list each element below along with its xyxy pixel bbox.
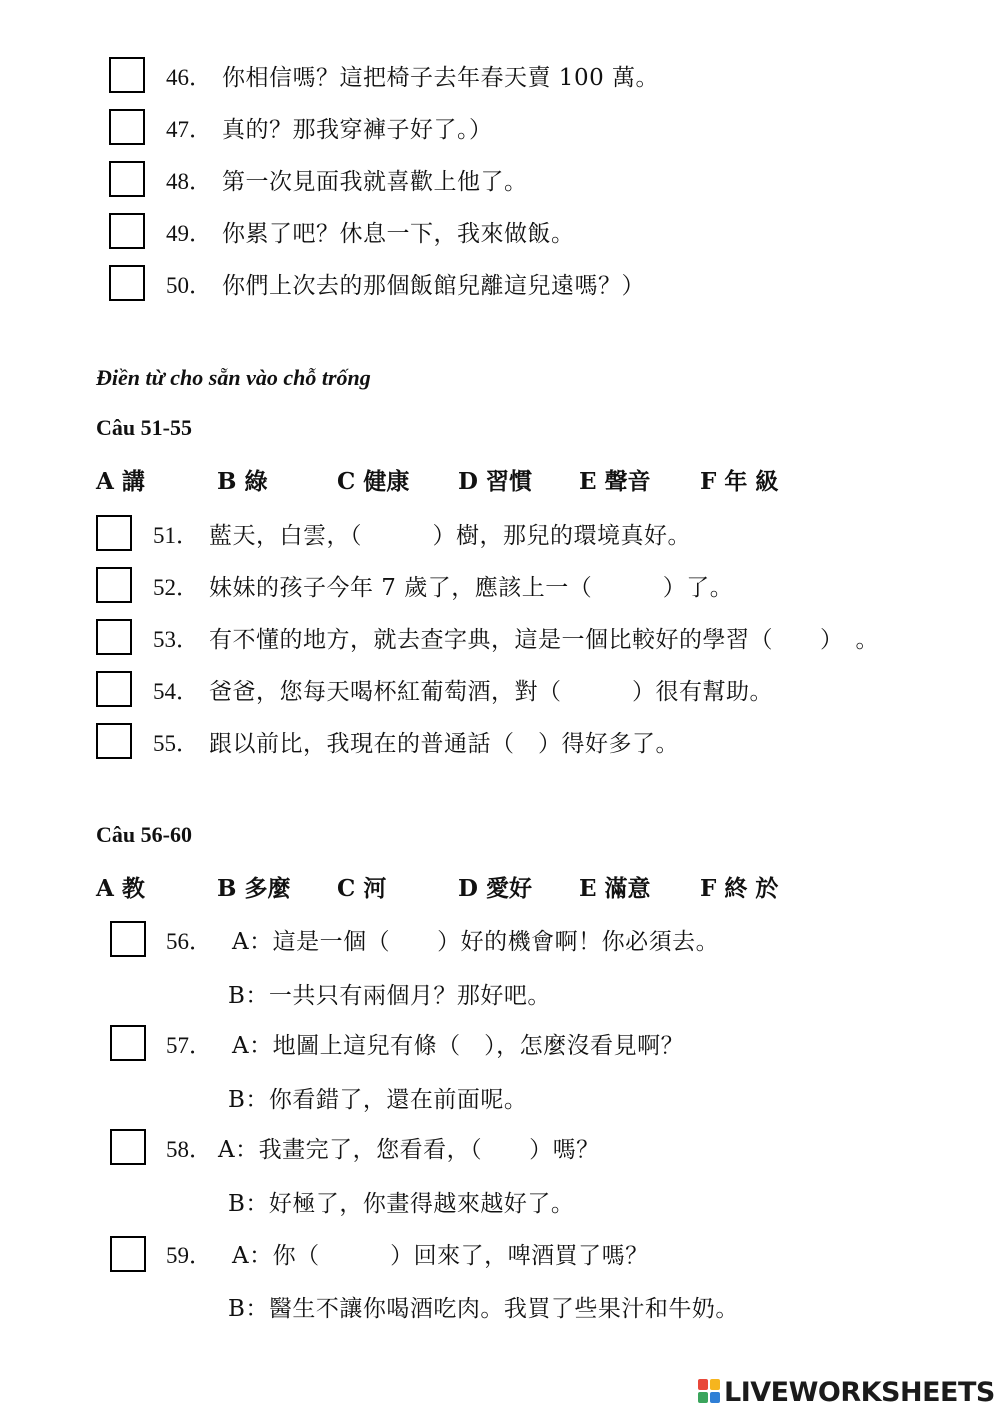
word-option: C 河 <box>337 875 387 902</box>
dialogue-line-b: B：你看錯了，還在前面呢。 <box>228 1086 528 1113</box>
question-text: 第一次見面我就喜歡上他了。 <box>222 168 528 195</box>
answer-box[interactable] <box>109 161 145 197</box>
logo-square <box>698 1392 708 1403</box>
question-51 <box>153 514 691 552</box>
answer-box[interactable] <box>96 619 132 655</box>
question-text: 妹妹的孩子今年 7 歲了，應該上一（ ）了。 <box>209 574 734 601</box>
question-number: 58． <box>166 1136 212 1162</box>
question-48 <box>166 160 528 198</box>
word-option: C 健康 <box>337 468 410 495</box>
liveworksheets-logo <box>698 1376 995 1408</box>
instruction-heading: Điền từ cho sẵn vào chỗ trống <box>96 365 371 390</box>
question-number: 50． <box>166 272 212 298</box>
question-52 <box>153 566 733 604</box>
dialogue-line-b-row <box>228 1078 527 1116</box>
word-option: E 聲音 <box>579 468 651 495</box>
question-number: 49． <box>166 220 212 246</box>
question-text: 跟以前比，我現在的普通話（ ）得好多了。 <box>209 730 679 757</box>
question-number: 46． <box>166 64 212 90</box>
answer-box[interactable] <box>110 1129 146 1165</box>
question-number: 56． <box>166 928 212 954</box>
question-number: 52． <box>153 574 199 600</box>
question-text: 你相信嗎？這把椅子去年春天賣 100 萬。 <box>222 64 660 91</box>
question-text: 爸爸，您每天喝杯紅葡萄酒，對（ ）很有幫助。 <box>209 678 773 705</box>
dialogue-line-b-row <box>228 1287 739 1325</box>
question-text: 真的？那我穿褲子好了。） <box>222 116 493 143</box>
dialogue-line-b-row <box>228 1182 574 1220</box>
dialogue-line-b: B：好極了，你畫得越來越好了。 <box>228 1190 575 1217</box>
word-option: D 愛好 <box>458 875 532 902</box>
question-57 <box>166 1024 684 1062</box>
answer-box[interactable] <box>109 265 145 301</box>
question-47 <box>166 108 493 146</box>
answer-box[interactable] <box>96 515 132 551</box>
dialogue-line-b: B：一共只有兩個月？那好吧。 <box>228 982 551 1009</box>
answer-box[interactable] <box>110 1025 146 1061</box>
question-58 <box>166 1128 600 1166</box>
word-option: F 年 級 <box>700 468 779 495</box>
dialogue-line-b: B：醫生不讓你喝酒吃肉。我買了些果汁和牛奶。 <box>228 1295 739 1322</box>
answer-box[interactable] <box>96 671 132 707</box>
word-option: B 綠 <box>217 468 268 495</box>
logo-square <box>710 1392 720 1403</box>
question-number: 51． <box>153 522 199 548</box>
answer-box[interactable] <box>96 723 132 759</box>
dialogue-line-b-row <box>228 974 551 1012</box>
answer-box[interactable] <box>109 57 145 93</box>
word-option: B 多麼 <box>217 875 291 902</box>
answer-box[interactable] <box>110 1236 146 1272</box>
question-50 <box>166 264 645 302</box>
dialogue-line-a: A：我畫完了，您看看，（ ）嗎？ <box>218 1136 600 1163</box>
question-46 <box>166 56 659 94</box>
question-text: 你們上次去的那個飯館兒離這兒遠嗎？） <box>222 272 645 299</box>
answer-box[interactable] <box>110 921 146 957</box>
question-number: 54． <box>153 678 199 704</box>
dialogue-line-a: A：這是一個（ ）好的機會啊！你必須去。 <box>232 928 720 955</box>
word-option: E 滿意 <box>579 875 651 902</box>
word-option: F 終 於 <box>700 875 779 902</box>
question-number: 48． <box>166 168 212 194</box>
question-number: 57． <box>166 1032 212 1058</box>
question-text: 有不懂的地方，就去查字典，這是一個比較好的學習（ ） 。 <box>209 626 879 653</box>
word-option: A 教 <box>96 875 145 902</box>
word-option: D 習慣 <box>458 468 532 495</box>
question-number: 53． <box>153 626 199 652</box>
question-54 <box>153 670 773 708</box>
logo-mark-icon <box>698 1379 722 1405</box>
question-49 <box>166 212 575 250</box>
question-56 <box>166 920 719 958</box>
logo-text: LIVEWORKSHEETS <box>724 1376 995 1408</box>
answer-box[interactable] <box>96 567 132 603</box>
word-option: A 講 <box>96 468 145 495</box>
question-number: 59． <box>166 1242 212 1268</box>
question-number: 47． <box>166 116 212 142</box>
dialogue-line-a: A：地圖上這兒有條（ ），怎麼沒看見啊？ <box>232 1032 685 1059</box>
dialogue-line-a: A：你（ ）回來了，啤酒買了嗎？ <box>232 1242 649 1269</box>
question-number: 55． <box>153 730 199 756</box>
question-59 <box>166 1234 649 1272</box>
section-title: Câu 56-60 <box>96 822 192 847</box>
logo-square <box>710 1379 720 1390</box>
question-55 <box>153 722 679 760</box>
section-title: Câu 51-55 <box>96 415 192 440</box>
logo-square <box>698 1379 708 1390</box>
question-text: 藍天，白雲，（ ）樹，那兒的環境真好。 <box>209 522 691 549</box>
question-53 <box>153 618 879 656</box>
answer-box[interactable] <box>109 213 145 249</box>
answer-box[interactable] <box>109 109 145 145</box>
question-text: 你累了吧？休息一下，我來做飯。 <box>222 220 575 247</box>
